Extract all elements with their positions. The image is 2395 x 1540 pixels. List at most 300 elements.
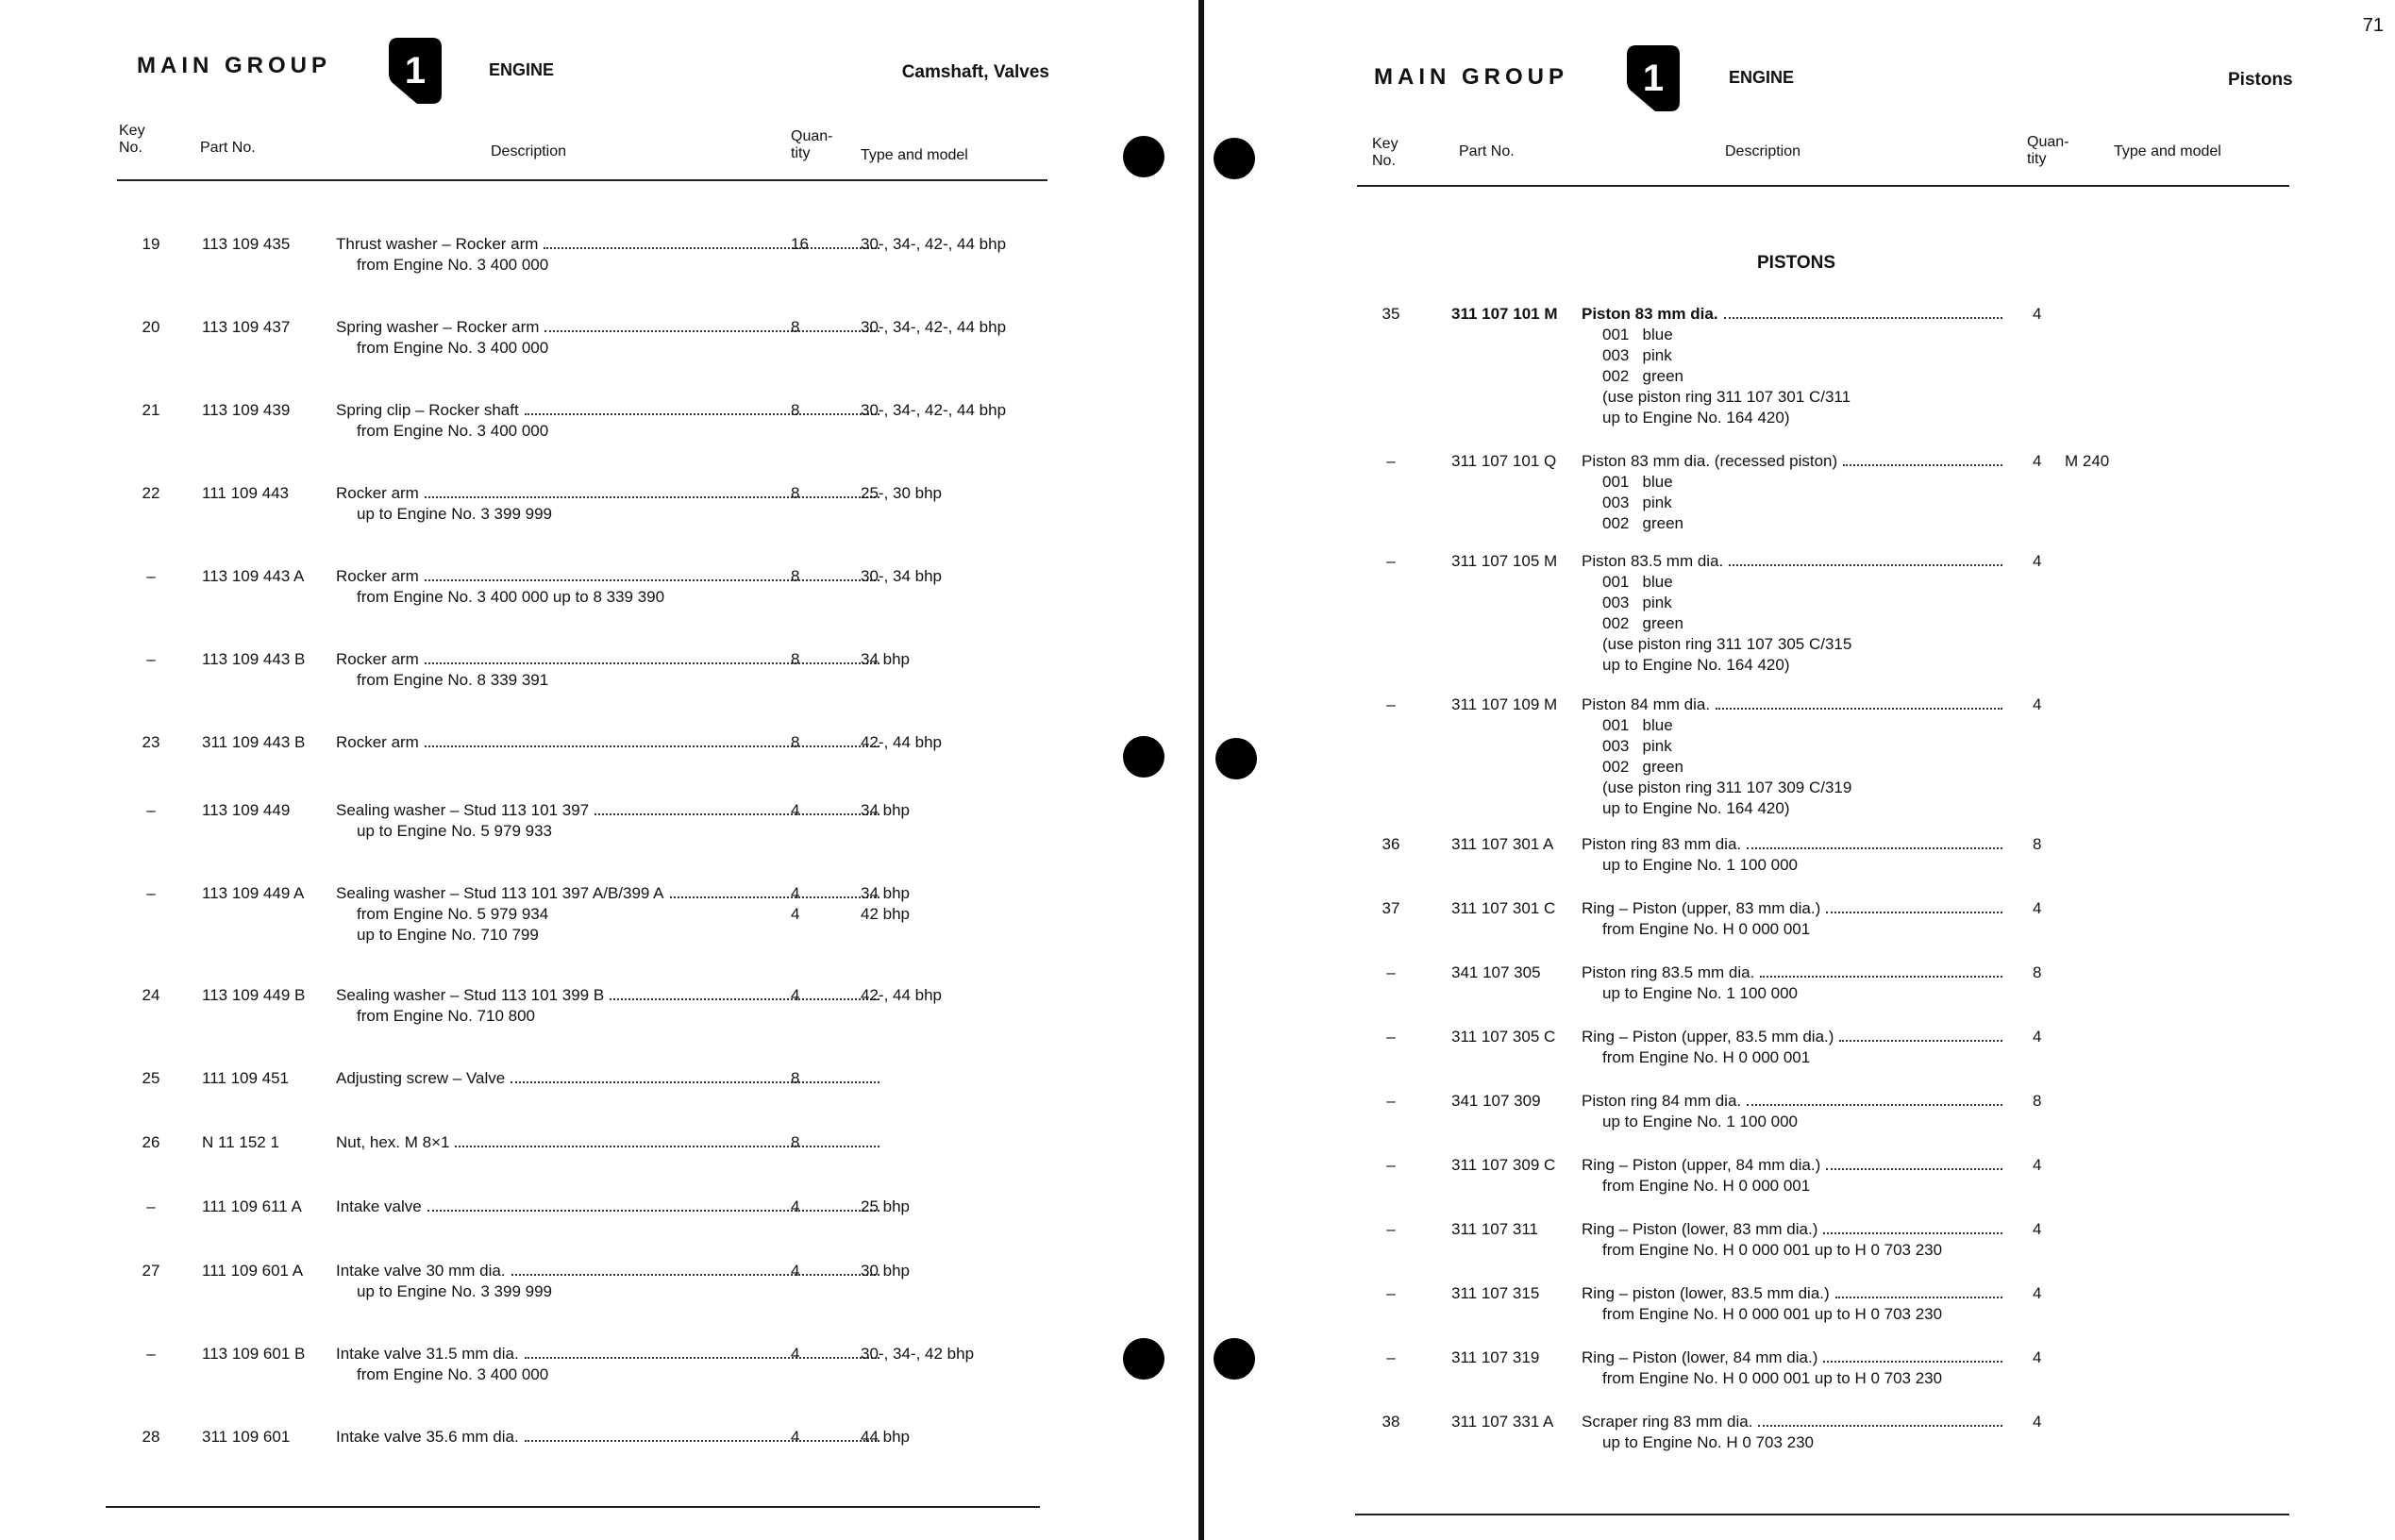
leader-dots [425,745,879,747]
leader-dots [427,1210,879,1212]
quantity [791,1427,799,1448]
description [1582,1283,2006,1325]
quantity [791,883,799,925]
description [1582,1027,2006,1068]
description-text: Ring – Piston (lower, 83 mm dia.) [1582,1220,1818,1238]
leader-dots [1758,1425,2002,1427]
group-name: ENGINE [489,60,555,79]
table-row [123,234,1047,272]
group-number-badge [389,34,442,108]
part-number: N 11 152 1 [202,1133,279,1151]
part-number: 311 109 443 B [202,733,306,751]
quantity-value: 8 [791,733,800,751]
description-detail: 001 blue [1602,716,1673,734]
description [336,649,883,691]
description-detail: from Engine No. 3 400 000 [357,339,549,357]
quantity [791,400,799,421]
description-text: Thrust washer – Rocker arm [336,235,539,253]
header-quantity: Quan- tity [2027,134,2069,167]
description [336,400,883,442]
description-line [336,800,883,821]
header-quantity: Quan- tity [791,128,833,161]
section-title: Camshaft, Valves [901,62,1049,82]
leader-dots [610,998,879,1000]
part-number: 111 109 601 A [202,1262,304,1280]
group-number-badge [1627,42,1680,115]
table-row [123,317,1047,355]
part-number: 111 109 611 A [202,1197,302,1215]
description-text: Spring washer – Rocker arm [336,318,540,336]
punch-hole [1215,738,1257,779]
table-row [1363,1219,2287,1257]
type-model-value: 34 bhp [861,884,910,902]
punch-hole [1123,736,1164,778]
quantity-value: 8 [791,1069,800,1087]
leader-dots [1747,847,2002,849]
quantity [791,234,809,255]
leader-dots [511,1274,879,1276]
key-number: – [1386,1028,1396,1046]
quantity: 4 [2033,1348,2042,1366]
description-line [336,1197,883,1217]
header-description: Description [491,143,567,159]
description [1582,1091,2006,1132]
description [1582,551,2006,676]
key-number: – [1386,1220,1396,1238]
header-part-no: Part No. [200,140,256,156]
quantity-value: 8 [791,1133,800,1151]
description-detail: from Engine No. 5 979 934 [357,905,549,923]
type-model-value: 44 bhp [861,1428,910,1446]
type-model [861,883,910,925]
description-detail: 003 pink [1602,594,1672,611]
leader-dots [595,813,879,815]
punch-hole [1214,1338,1255,1380]
quantity [791,566,799,587]
quantity-value: 8 [791,567,800,585]
description-line [1582,451,2006,472]
part-number: 113 109 435 [202,235,291,253]
description-detail: up to Engine No. 710 799 [357,926,539,944]
part-number: 311 107 301 C [1451,899,1556,917]
type-model [861,800,910,821]
description-text: Adjusting screw – Valve [336,1069,506,1087]
type-model [861,1261,910,1281]
part-number: 311 107 101 M [1451,305,1558,323]
description-text: Piston ring 83 mm dia. [1582,835,1742,853]
description-text: Spring clip – Rocker shaft [336,401,519,419]
quantity: 4 [2033,899,2042,917]
description-text: Piston 83 mm dia. [1582,305,1718,323]
key-number: 25 [142,1069,160,1087]
part-number: 113 109 443 A [202,567,305,585]
leader-dots [1823,1361,2002,1363]
table-row [1363,1027,2287,1064]
part-number: 111 109 443 [202,484,290,502]
quantity: 8 [2033,963,2042,981]
leader-dots [525,413,879,415]
description-detail: (use piston ring 311 107 305 C/315 [1602,635,1852,653]
key-number: 19 [142,235,160,253]
description-line [1582,898,2006,919]
key-number: 27 [142,1262,160,1280]
description-detail: up to Engine No. 3 399 999 [357,1282,552,1300]
part-number: 113 109 449 [202,801,291,819]
description [1582,451,2006,534]
description-detail: from Engine No. H 0 000 001 up to H 0 703 230 [1602,1369,1943,1387]
quantity: 8 [2033,835,2042,853]
quantity: 4 [2033,552,2042,570]
description-text: Intake valve [336,1197,422,1215]
table-row [123,800,1047,838]
part-number: 311 107 305 C [1451,1028,1556,1046]
leader-dots [455,1146,879,1147]
type-model-value: 25 bhp [861,1197,910,1215]
type-model-value: 34 bhp [861,801,910,819]
leader-dots [511,1081,879,1083]
description-line [336,400,883,421]
description-line [1582,962,2006,983]
type-model-value: 30-, 34-, 42-, 44 bhp [861,235,1007,253]
description-line [336,883,883,904]
description-line [336,1068,883,1089]
type-model [861,400,1006,421]
leader-dots [1835,1297,2002,1298]
quantity: 4 [2033,1156,2042,1174]
description-text: Nut, hex. M 8×1 [336,1133,450,1151]
description-line [336,566,883,587]
table-row [1363,451,2287,532]
part-number: 113 109 437 [202,318,291,336]
quantity-value: 4 [791,905,800,923]
leader-dots [1826,912,2002,913]
leader-dots [544,247,879,249]
description-detail: 001 blue [1602,326,1673,343]
type-model: M 240 [2065,452,2110,470]
description-text: Piston ring 84 mm dia. [1582,1092,1742,1110]
part-number: 113 109 443 B [202,650,306,668]
description [1582,962,2006,1004]
key-number: – [1386,452,1396,470]
key-number: – [1386,1284,1396,1302]
key-number: – [146,884,156,902]
key-number: – [146,1197,156,1215]
key-number: – [146,1345,156,1363]
part-number: 311 107 301 A [1451,835,1554,853]
quantity [791,1197,799,1217]
quantity-value: 4 [791,1428,800,1446]
type-model-value: 42 bhp [861,905,910,923]
leader-dots [1716,708,2002,710]
table-row [1363,1412,2287,1449]
leader-dots [525,1357,879,1359]
header-rule [1357,185,2289,187]
leader-dots [1843,464,2002,466]
description [1582,898,2006,940]
table-row [123,649,1047,687]
table-row [123,566,1047,604]
description [336,1427,883,1448]
description-line [336,483,883,504]
key-number: 28 [142,1428,160,1446]
description-detail: from Engine No. 3 400 000 [357,1365,549,1383]
part-number: 311 107 311 [1451,1220,1539,1238]
key-number: – [146,801,156,819]
punch-hole [1123,1338,1164,1380]
quantity-value: 4 [791,986,800,1004]
leader-dots [1823,1232,2002,1234]
description-text: Rocker arm [336,733,419,751]
table-row [123,1068,1047,1106]
description-line [1582,1348,2006,1368]
table-row [123,883,1047,944]
part-number: 113 109 439 [202,401,291,419]
description-detail: up to Engine No. 164 420) [1602,799,1790,817]
main-group-label: MAIN GROUP [137,53,331,78]
quantity [791,985,799,1006]
description-detail: from Engine No. H 0 000 001 [1602,920,1811,938]
description-text: Piston 83 mm dia. (recessed piston) [1582,452,1838,470]
footer-rule [1355,1514,2289,1515]
key-number: 24 [142,986,160,1004]
description-detail: up to Engine No. 164 420) [1602,656,1790,674]
page-number: 71 [2362,15,2384,36]
group-name: ENGINE [1729,68,1795,87]
group-number: 1 [404,50,427,92]
table-row [123,1427,1047,1465]
part-number: 311 107 319 [1451,1348,1540,1366]
description-text: Rocker arm [336,484,419,502]
description-line [1582,551,2006,572]
description-line [336,1132,883,1153]
type-model [861,732,942,753]
description-line [1582,695,2006,715]
table-row [1363,695,2287,817]
quantity-value: 4 [791,1262,800,1280]
type-model [861,649,910,670]
key-number: 35 [1382,305,1400,323]
type-model-value: 42-, 44 bhp [861,733,943,751]
description-text: Ring – Piston (lower, 84 mm dia.) [1582,1348,1818,1366]
description-detail: 002 green [1602,614,1684,632]
table-row [123,1132,1047,1170]
description-detail: 003 pink [1602,737,1672,755]
quantity [791,483,799,504]
description [1582,304,2006,428]
type-model [861,234,1006,255]
description-detail: 003 pink [1602,346,1672,364]
key-number: – [146,567,156,585]
quantity [791,1132,799,1153]
description-line [336,317,883,338]
quantity [791,649,799,670]
part-number: 341 107 309 [1451,1092,1541,1110]
description-detail: 001 blue [1602,473,1673,491]
key-number: – [146,650,156,668]
part-number: 113 109 449 B [202,986,306,1004]
description-line [1582,834,2006,855]
subsection-title: PISTONS [1757,253,1836,273]
leader-dots [1826,1168,2002,1170]
description-line [336,1261,883,1281]
description-line [1582,1219,2006,1240]
quantity: 4 [2033,1028,2042,1046]
description-text: Intake valve 31.5 mm dia. [336,1345,519,1363]
header-rule [117,179,1047,181]
quantity-value: 8 [791,650,800,668]
part-number: 311 109 601 [202,1428,291,1446]
description-text: Intake valve 30 mm dia. [336,1262,506,1280]
description [336,800,883,842]
description-detail: from Engine No. 3 400 000 [357,256,549,274]
table-row [123,732,1047,770]
key-number: – [1386,552,1396,570]
description-detail: 002 green [1602,758,1684,776]
key-number: 23 [142,733,160,751]
description [1582,1155,2006,1197]
type-model-value: 25-, 30 bhp [861,484,943,502]
description-text: Piston ring 83.5 mm dia. [1582,963,1755,981]
description [336,1197,883,1217]
leader-dots [1724,317,2002,319]
description-detail: from Engine No. 8 339 391 [357,671,549,689]
key-number: – [1386,695,1396,713]
key-number: – [1386,1348,1396,1366]
type-model [861,985,942,1006]
description-detail: from Engine No. 3 400 000 [357,422,549,440]
header-type-model: Type and model [2114,143,2221,159]
leader-dots [425,496,879,498]
header-key-no: Key No. [119,123,145,156]
description-line [1582,304,2006,325]
description-detail: up to Engine No. H 0 703 230 [1602,1433,1814,1451]
table-row [1363,551,2287,674]
description-text: Piston 83.5 mm dia. [1582,552,1724,570]
part-number: 311 107 105 M [1451,552,1558,570]
description-line [1582,1091,2006,1112]
part-number: 311 107 101 Q [1451,452,1557,470]
part-number: 341 107 305 [1451,963,1541,981]
description-detail: (use piston ring 311 107 301 C/311 [1602,388,1851,406]
table-row [123,483,1047,521]
description-detail: up to Engine No. 1 100 000 [1602,1113,1798,1130]
description-detail: up to Engine No. 1 100 000 [1602,856,1798,874]
section-title: Pistons [2228,70,2293,90]
description-line [1582,1027,2006,1047]
description [336,1344,883,1385]
type-model-value: 30-, 34 bhp [861,567,943,585]
leader-dots [1747,1104,2002,1106]
leader-dots [525,1440,879,1442]
description-detail: from Engine No. H 0 000 001 [1602,1048,1811,1066]
part-number: 111 109 451 [202,1069,290,1087]
table-row [123,1261,1047,1298]
key-number: 37 [1382,899,1400,917]
description-text: Rocker arm [336,650,419,668]
quantity-value: 4 [791,884,800,902]
quantity-value: 8 [791,401,800,419]
leader-dots [544,330,879,332]
description [1582,1219,2006,1261]
quantity [791,732,799,753]
table-row [1363,304,2287,427]
leader-dots [1729,564,2002,566]
type-model [861,317,1006,338]
description-text: Sealing washer – Stud 113 101 397 [336,801,590,819]
quantity-value: 8 [791,484,800,502]
quantity-value: 16 [791,235,809,253]
description-text: Sealing washer – Stud 113 101 399 B [336,986,605,1004]
description-detail: up to Engine No. 5 979 933 [357,822,552,840]
description-line [336,1427,883,1448]
description-line [1582,1283,2006,1304]
main-group-label: MAIN GROUP [1374,64,1568,90]
description-detail: up to Engine No. 1 100 000 [1602,984,1798,1002]
type-model-value: 30-, 34-, 42-, 44 bhp [861,318,1007,336]
part-number: 113 109 449 A [202,884,305,902]
table-row [1363,898,2287,936]
table-row [1363,1283,2287,1321]
description-text: Piston 84 mm dia. [1582,695,1711,713]
part-number: 113 109 601 B [202,1345,306,1363]
type-model [861,1197,910,1217]
table-row [123,1197,1047,1234]
type-model [861,1427,910,1448]
description-detail: from Engine No. 3 400 000 up to 8 339 390 [357,588,665,606]
description-text: Scraper ring 83 mm dia. [1582,1413,1753,1431]
description [336,985,883,1027]
part-number: 311 107 309 C [1451,1156,1556,1174]
group-number: 1 [1642,58,1665,99]
description [1582,1412,2006,1453]
description-line [1582,1412,2006,1432]
quantity-value: 4 [791,801,800,819]
footer-rule [106,1506,1040,1508]
description-line [336,1344,883,1364]
punch-hole [1214,138,1255,179]
table-row [1363,962,2287,1000]
description [336,317,883,359]
description [336,732,883,753]
description [1582,1348,2006,1389]
description-text: Ring – Piston (upper, 83.5 mm dia.) [1582,1028,1834,1046]
description [336,883,883,946]
description-detail: up to Engine No. 164 420) [1602,409,1790,427]
header-description: Description [1725,143,1801,159]
key-number: 38 [1382,1413,1400,1431]
table-row [1363,1155,2287,1193]
key-number: – [1386,1156,1396,1174]
description [336,1068,883,1089]
quantity-value: 4 [791,1345,800,1363]
description-line [1582,1155,2006,1176]
type-model-value: 34 bhp [861,650,910,668]
right-page [1204,0,2395,1540]
description-detail: 001 blue [1602,573,1673,591]
type-model-value: 42-, 44 bhp [861,986,943,1004]
header-part-no: Part No. [1459,143,1515,159]
quantity-value: 4 [791,1197,800,1215]
description [336,1132,883,1153]
part-number: 311 107 331 A [1451,1413,1554,1431]
part-number: 311 107 109 M [1451,695,1558,713]
description [1582,695,2006,819]
table-row [123,1344,1047,1381]
header-type-model: Type and model [861,147,968,163]
description-detail: 002 green [1602,514,1684,532]
leader-dots [1839,1040,2002,1042]
leader-dots [425,662,879,664]
